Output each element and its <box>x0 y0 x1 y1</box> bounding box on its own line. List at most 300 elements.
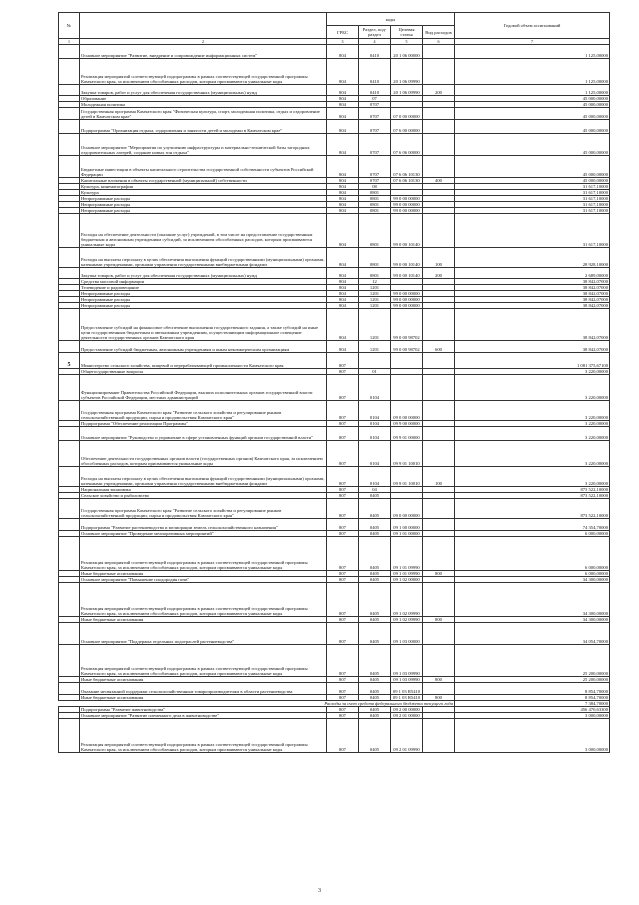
table-row <box>59 623 610 645</box>
cell-target: 09 1 03 09990 <box>391 677 423 683</box>
cell-num <box>59 341 80 353</box>
cell-vid <box>423 156 455 178</box>
cell-num <box>59 375 80 401</box>
cell-grbs: 804 <box>327 45 359 59</box>
cell-amount: 45 000,00000 <box>455 102 610 108</box>
cell-num <box>59 108 80 120</box>
cell-target: 99 0 00 10140 <box>391 268 423 279</box>
cell-name: Непрограммные расходы <box>80 303 327 309</box>
table-row <box>59 719 610 753</box>
cell-grbs: 804 <box>327 120 359 134</box>
col-num: 3 <box>327 39 359 45</box>
cell-grbs: 804 <box>327 156 359 178</box>
cell-name: Подпрограмма "Организация отдыха, оздоровления и занятости детей и молодежи в Камчатском крае" <box>80 120 327 134</box>
cell-section: 0405 <box>359 683 391 695</box>
cell-grbs: 807 <box>327 531 359 537</box>
cell-amount: 38 842,07000 <box>455 279 610 285</box>
cell-target: 09 1 01 00000 <box>391 531 423 537</box>
cell-name: Подпрограмма "Развитие растениеводства и мелиорации земель сельскохозяйственного назначения" <box>80 519 327 531</box>
cell-target: 09 9 01 00000 <box>391 427 423 441</box>
cell-name: Подпрограмма "Обеспечение реализации Программы" <box>80 421 327 427</box>
cell-section: 0410 <box>359 85 391 96</box>
cell-amount: 1 125,00000 <box>455 59 610 85</box>
cell-amount: 31 617,10000 <box>455 214 610 248</box>
cell-vid <box>423 645 455 677</box>
header-codes: коды <box>327 13 455 26</box>
cell-amount: 45 000,00000 <box>455 96 610 102</box>
cell-name: Национальная экономика <box>80 487 327 493</box>
header-vid: Вид расходов <box>423 26 455 39</box>
cell-target: 09 2 00 00000 <box>391 707 423 713</box>
cell-name: Государственная программа Камчатского края "Развитие сельского хозяйства и регулирование рынков сельскохозяйственной продукции, сырья и продовольствия Камчатского края" <box>80 401 327 421</box>
cell-num: 5 <box>59 353 80 369</box>
cell-target: 09 9 01 10010 <box>391 441 423 467</box>
table-row <box>59 341 610 353</box>
cell-amount: 8 854,70000 <box>455 695 610 701</box>
cell-vid: 800 <box>423 571 455 577</box>
header-name <box>80 13 327 39</box>
cell-name: Общегосударственные вопросы <box>80 369 327 375</box>
cell-amount: 3 220,00000 <box>455 401 610 421</box>
cell-section: 1201 <box>359 341 391 353</box>
cell-amount: 31 617,10000 <box>455 202 610 208</box>
col-num: 6 <box>423 39 455 45</box>
cell-vid <box>423 519 455 531</box>
table-row <box>59 499 610 519</box>
cell-amount: 2 689,00000 <box>455 268 610 279</box>
cell-section: 0405 <box>359 499 391 519</box>
cell-name: Основное мероприятие "Проведение мелиоративных мероприятий" <box>80 531 327 537</box>
cell-section: 0801 <box>359 208 391 214</box>
col-num: 4 <box>359 39 391 45</box>
cell-section: 0405 <box>359 713 391 719</box>
cell-num <box>59 85 80 96</box>
cell-amount: 74 354,70000 <box>455 519 610 531</box>
table-row <box>59 214 610 248</box>
cell-name: Расходы на обеспечение деятельности (оказание услуг) учреждений, в том числе на предоставление государственным бюджетным и автономным учреждениям субсидий, за исключением обособленных расходов, которым присваиваются уникальные коды <box>80 214 327 248</box>
cell-target: 09 0 00 00000 <box>391 499 423 519</box>
cell-grbs: 807 <box>327 713 359 719</box>
cell-amount: 45 000,00000 <box>455 108 610 120</box>
cell-amount: 456 470,63300 <box>455 707 610 713</box>
cell-grbs: 807 <box>327 401 359 421</box>
cell-grbs: 807 <box>327 427 359 441</box>
cell-section: 0707 <box>359 178 391 184</box>
cell-section: 08 <box>359 184 391 190</box>
cell-name: Основное мероприятие "Повышение плодородия почв" <box>80 577 327 583</box>
cell-vid: 800 <box>423 617 455 623</box>
cell-vid <box>423 583 455 617</box>
cell-section: 0801 <box>359 190 391 196</box>
cell-target: 09 1 03 09990 <box>391 645 423 677</box>
cell-num <box>59 248 80 268</box>
cell-grbs: 807 <box>327 695 359 701</box>
cell-section: 0405 <box>359 677 391 683</box>
cell-grbs: 804 <box>327 268 359 279</box>
cell-grbs: 807 <box>327 499 359 519</box>
cell-section: 0707 <box>359 156 391 178</box>
table-row <box>59 375 610 401</box>
cell-amount: 873 522,10000 <box>455 499 610 519</box>
cell-grbs: 807 <box>327 353 359 369</box>
table-row <box>59 85 610 96</box>
cell-grbs: 804 <box>327 279 359 285</box>
cell-vid <box>423 537 455 571</box>
table-row <box>59 537 610 571</box>
cell-amount: 31 617,10000 <box>455 196 610 202</box>
cell-section: 1201 <box>359 309 391 341</box>
cell-name: Обеспечение деятельности государственных органов власти (государственных органов) Камчатского края, за исключением обособленных расходов, которым присваиваются уникальные коды <box>80 441 327 467</box>
cell-section: 0801 <box>359 214 391 248</box>
table-row <box>59 268 610 279</box>
cell-name: Предоставление субсидий бюджетным, автономным учреждениям и иным некоммерческим организациям <box>80 341 327 353</box>
cell-num <box>59 623 80 645</box>
cell-section: 0104 <box>359 441 391 467</box>
cell-target: 99 0 00 98702 <box>391 341 423 353</box>
cell-grbs: 807 <box>327 519 359 531</box>
cell-vid <box>423 499 455 519</box>
cell-vid <box>423 59 455 85</box>
cell-grbs: 807 <box>327 375 359 401</box>
cell-amount: 3 000,00000 <box>455 713 610 719</box>
cell-section: 0801 <box>359 248 391 268</box>
cell-grbs: 804 <box>327 285 359 291</box>
budget-table <box>58 12 610 753</box>
cell-amount: 7 384,70000 <box>455 701 610 707</box>
cell-name: Функционирование Правительства Российской Федерации, высших исполнительных органов государственной власти субъектов Российской Федерации, местных администраций <box>80 375 327 401</box>
cell-vid: 400 <box>423 178 455 184</box>
cell-grbs: 804 <box>327 108 359 120</box>
budget-table-container <box>58 12 610 753</box>
cell-target: 09 0 00 00000 <box>391 401 423 421</box>
cell-name: Иные бюджетные ассигнования <box>80 677 327 683</box>
cell-amount: 3 220,00000 <box>455 441 610 467</box>
cell-target: 09 1 01 09990 <box>391 571 423 577</box>
cell-name: Расходы на выплаты персоналу в целях обеспечения выполнения функций государственными (муниципальными) органами, казенными учреждениями, органами управления государственными внебюджетными фондами <box>80 467 327 487</box>
cell-amount: 34 300,00000 <box>455 583 610 617</box>
cell-grbs: 804 <box>327 184 359 190</box>
cell-target: 20 1 06 09990 <box>391 85 423 96</box>
cell-grbs: 807 <box>327 369 359 375</box>
cell-name: Расходы на выплаты персоналу в целях обеспечения выполнения функций государственными (муниципальными) органами, казенными учреждениями, органами управления государственными внебюджетными фондами <box>80 248 327 268</box>
cell-section: 07 <box>359 96 391 102</box>
cell-amount: 1 125,00000 <box>455 45 610 59</box>
cell-amount: 6 000,00000 <box>455 537 610 571</box>
cell-grbs: 807 <box>327 707 359 713</box>
table-row <box>59 353 610 369</box>
cell-target: 09 2 01 00000 <box>391 713 423 719</box>
table-row <box>59 645 610 677</box>
cell-target: 07 6 06 10130 <box>391 156 423 178</box>
cell-target: 09 1 00 00000 <box>391 519 423 531</box>
cell-num <box>59 59 80 85</box>
cell-name: Основное мероприятие "Поддержка отдельных подотраслей растениеводства" <box>80 623 327 645</box>
cell-target: 09 1 03 00000 <box>391 623 423 645</box>
note-text: Расходы за счет средств федерального бюджета текущего года <box>59 701 455 707</box>
cell-num <box>59 309 80 341</box>
cell-section: 0410 <box>359 59 391 85</box>
table-row <box>59 248 610 268</box>
cell-grbs: 807 <box>327 719 359 753</box>
cell-section: 1201 <box>359 303 391 309</box>
cell-target: 09 9 00 00000 <box>391 421 423 427</box>
cell-vid <box>423 45 455 59</box>
cell-section: 0801 <box>359 268 391 279</box>
cell-target: 09 9 01 10010 <box>391 467 423 487</box>
cell-target: 09 2 01 09990 <box>391 719 423 753</box>
cell-num <box>59 401 80 421</box>
cell-amount: 34 300,00000 <box>455 577 610 583</box>
cell-section: 0405 <box>359 519 391 531</box>
cell-amount: 3 220,00000 <box>455 375 610 401</box>
cell-target: 99 0 00 00000 <box>391 208 423 214</box>
cell-section: 0104 <box>359 427 391 441</box>
cell-grbs: 807 <box>327 487 359 493</box>
cell-num <box>59 134 80 156</box>
table-row <box>59 467 610 487</box>
cell-vid <box>423 441 455 467</box>
cell-grbs: 804 <box>327 59 359 85</box>
cell-num <box>59 683 80 695</box>
cell-section: 0405 <box>359 617 391 623</box>
cell-vid: 100 <box>423 248 455 268</box>
cell-name: Оказание несвязанной поддержки сельскохозяйственным товаропроизводителям в области растениеводства <box>80 683 327 695</box>
cell-section: 0707 <box>359 134 391 156</box>
cell-target: 07 6 00 00000 <box>391 120 423 134</box>
cell-name: Основное мероприятие "Развитие племенного дела в животноводстве" <box>80 713 327 719</box>
cell-amount: 28 928,10000 <box>455 248 610 268</box>
cell-amount: 873 522,10000 <box>455 493 610 499</box>
cell-grbs: 804 <box>327 248 359 268</box>
cell-grbs: 807 <box>327 493 359 499</box>
cell-name: Непрограммные расходы <box>80 202 327 208</box>
cell-grbs: 804 <box>327 291 359 297</box>
cell-vid: 600 <box>423 341 455 353</box>
cell-amount: 38 842,07000 <box>455 303 610 309</box>
header-target: Целевая статья <box>391 26 423 39</box>
cell-name: Реализация мероприятий соответствующей подпрограммы в рамках соответствующей государственной программы Камчатского края, за исключением обособленных расходов, которым присваиваются уникальные коды <box>80 719 327 753</box>
cell-num <box>59 268 80 279</box>
cell-section: 0410 <box>359 45 391 59</box>
cell-num <box>59 441 80 467</box>
cell-target: 99 0 00 00000 <box>391 196 423 202</box>
cell-target: 99 0 00 00000 <box>391 291 423 297</box>
cell-vid <box>423 719 455 753</box>
cell-amount: 45 000,00000 <box>455 156 610 178</box>
cell-section: 1201 <box>359 285 391 291</box>
cell-name: Непрограммные расходы <box>80 291 327 297</box>
cell-target: 20 1 06 00000 <box>391 45 423 59</box>
cell-name: Капитальные вложения в объекты государственной (муниципальной) собственности <box>80 178 327 184</box>
cell-vid <box>423 375 455 401</box>
cell-name: Основное мероприятие "Руководство и управление в сфере установленных функций органов государственной власти" <box>80 427 327 441</box>
cell-vid <box>423 214 455 248</box>
cell-amount: 45 000,00000 <box>455 120 610 134</box>
cell-name: Непрограммные расходы <box>80 297 327 303</box>
cell-grbs: 807 <box>327 623 359 645</box>
cell-section: 01 <box>359 369 391 375</box>
page-number: 3 <box>318 888 321 894</box>
cell-target: 20 1 06 09990 <box>391 59 423 85</box>
cell-name: Реализация мероприятий соответствующей подпрограммы в рамках соответствующей государственной программы Камчатского края, за исключением обособленных расходов, которым присваиваются уникальные коды <box>80 583 327 617</box>
cell-vid <box>423 108 455 120</box>
cell-amount: 25 200,00000 <box>455 677 610 683</box>
cell-name: Реализация мероприятий соответствующей подпрограммы в рамках соответствующей государственной программы Камчатского края, за исключением обособленных расходов, которым присваиваются уникальные коды <box>80 537 327 571</box>
cell-name: Закупка товаров, работ и услуг для обеспечения государственных (муниципальных) нужд <box>80 268 327 279</box>
table-row <box>59 401 610 421</box>
table-row <box>59 309 610 341</box>
cell-num <box>59 156 80 178</box>
header-num: № <box>59 13 80 39</box>
cell-vid <box>423 427 455 441</box>
cell-grbs: 804 <box>327 96 359 102</box>
cell-section: 0405 <box>359 623 391 645</box>
table-row <box>59 583 610 617</box>
cell-name: Образование <box>80 96 327 102</box>
cell-section: 0405 <box>359 537 391 571</box>
cell-amount: 34 300,00000 <box>455 617 610 623</box>
header-grbs: ГРБС <box>327 26 359 39</box>
cell-grbs: 804 <box>327 85 359 96</box>
cell-name: Основное мероприятие "Мероприятия по улучшению инфраструктуры и материально-технической базы загородных оздоровительных лагерей, создание новых зон отдыха" <box>80 134 327 156</box>
cell-section: 0405 <box>359 493 391 499</box>
cell-name: Министерство сельского хозяйства, пищевой и перерабатывающей промышленности Камчатского края <box>80 353 327 369</box>
cell-grbs: 807 <box>327 677 359 683</box>
cell-amount: 45 000,00000 <box>455 178 610 184</box>
cell-grbs: 807 <box>327 441 359 467</box>
header-amount: Годовой объем ассигнований <box>455 13 610 39</box>
table-row <box>59 683 610 695</box>
cell-amount: 38 842,07000 <box>455 291 610 297</box>
cell-vid: 800 <box>423 695 455 701</box>
cell-name: Государственная программа Камчатского края "Физическая культура, спорт, молодежная политика, отдых и оздоровление детей в Камчатском крае" <box>80 108 327 120</box>
cell-num <box>59 719 80 753</box>
cell-target: 99 0 00 00000 <box>391 303 423 309</box>
cell-num <box>59 519 80 531</box>
cell-grbs: 804 <box>327 196 359 202</box>
cell-vid <box>423 623 455 645</box>
table-row <box>59 427 610 441</box>
cell-section: 0104 <box>359 467 391 487</box>
cell-vid <box>423 134 455 156</box>
cell-name: Иные бюджетные ассигнования <box>80 571 327 577</box>
table-row <box>59 59 610 85</box>
table-row <box>59 45 610 59</box>
cell-amount: 3 220,00000 <box>455 421 610 427</box>
cell-target: 09 1 02 09990 <box>391 583 423 617</box>
cell-section: 0405 <box>359 583 391 617</box>
col-num: 2 <box>80 39 327 45</box>
cell-amount: 3 220,00000 <box>455 427 610 441</box>
table-row <box>59 156 610 178</box>
col-num: 1 <box>59 39 80 45</box>
cell-vid: 100 <box>423 467 455 487</box>
cell-name: Основное мероприятие "Развитие, внедрение и сопровождение информационных систем" <box>80 45 327 59</box>
cell-amount: 38 842,07000 <box>455 285 610 291</box>
cell-grbs: 804 <box>327 297 359 303</box>
cell-section: 0405 <box>359 571 391 577</box>
cell-section: 0405 <box>359 707 391 713</box>
cell-section: 0104 <box>359 421 391 427</box>
cell-num <box>59 427 80 441</box>
cell-grbs: 804 <box>327 303 359 309</box>
cell-name: Непрограммные расходы <box>80 196 327 202</box>
cell-num <box>59 645 80 677</box>
cell-amount: 1 125,00000 <box>455 85 610 96</box>
cell-section: 0104 <box>359 401 391 421</box>
cell-target: 99 0 00 00000 <box>391 202 423 208</box>
cell-target: 99 0 00 98702 <box>391 309 423 341</box>
table-row <box>59 134 610 156</box>
cell-grbs: 807 <box>327 421 359 427</box>
cell-amount: 38 842,07000 <box>455 297 610 303</box>
cell-section: 0405 <box>359 719 391 753</box>
cell-amount: 45 000,00000 <box>455 134 610 156</box>
cell-grbs: 807 <box>327 683 359 695</box>
cell-grbs: 804 <box>327 102 359 108</box>
cell-num <box>59 583 80 617</box>
cell-section <box>359 353 391 369</box>
cell-num <box>59 214 80 248</box>
cell-target <box>391 375 423 401</box>
cell-name: Подпрограмма "Развитие животноводства" <box>80 707 327 713</box>
cell-section: 0707 <box>359 120 391 134</box>
cell-section: 0405 <box>359 531 391 537</box>
cell-grbs: 807 <box>327 645 359 677</box>
cell-target: 99 0 00 10140 <box>391 248 423 268</box>
cell-name: Бюджетные инвестиции в объекты капитального строительства государственной собственности субъектов Российской Федерации <box>80 156 327 178</box>
cell-name: Иные бюджетные ассигнования <box>80 695 327 701</box>
cell-num <box>59 45 80 59</box>
cell-num <box>59 537 80 571</box>
cell-section: 12 <box>359 279 391 285</box>
cell-amount: 34 054,70000 <box>455 623 610 645</box>
cell-num <box>59 467 80 487</box>
cell-vid <box>423 401 455 421</box>
cell-grbs: 804 <box>327 178 359 184</box>
cell-target: 07 0 00 00000 <box>391 108 423 120</box>
cell-vid <box>423 120 455 134</box>
cell-amount: 873 522,10000 <box>455 487 610 493</box>
cell-grbs: 804 <box>327 341 359 353</box>
cell-vid: 200 <box>423 268 455 279</box>
cell-grbs: 807 <box>327 467 359 487</box>
cell-name: Телевидение и радиовещание <box>80 285 327 291</box>
cell-amount: 31 617,10000 <box>455 184 610 190</box>
cell-section: 0104 <box>359 375 391 401</box>
cell-target: 07 6 06 10130 <box>391 178 423 184</box>
cell-name: Предоставление субсидий на финансовое обеспечение выполнения государственного задания, а также субсидий на иные цели государственным бюджетным и автономным учреждениям, осуществляющим информационное освещение деятельности государственных органов Камчатского края <box>80 309 327 341</box>
header-section: Раздел, под-раздел <box>359 26 391 39</box>
cell-name: Реализация мероприятий соответствующей подпрограммы в рамках соответствующей государственной программы Камчатского края, за исключением обособленных расходов, которым присваиваются уникальные коды <box>80 645 327 677</box>
table-body <box>59 45 610 753</box>
cell-target: 09 1 02 00000 <box>391 577 423 583</box>
col-num: 5 <box>391 39 423 45</box>
cell-target: 09 1 03 R5410 <box>391 695 423 701</box>
cell-section: 0405 <box>359 645 391 677</box>
cell-amount: 6 000,00000 <box>455 531 610 537</box>
cell-name: Культура, кинематография <box>80 184 327 190</box>
cell-section: 0707 <box>359 102 391 108</box>
cell-name: Средства массовой информации <box>80 279 327 285</box>
cell-amount: 38 842,07000 <box>455 341 610 353</box>
cell-name: Непрограммные расходы <box>80 208 327 214</box>
cell-amount: 1 081 375,67100 <box>455 353 610 369</box>
cell-grbs: 807 <box>327 577 359 583</box>
cell-vid <box>423 353 455 369</box>
cell-name: Культура <box>80 190 327 196</box>
table-row <box>59 441 610 467</box>
